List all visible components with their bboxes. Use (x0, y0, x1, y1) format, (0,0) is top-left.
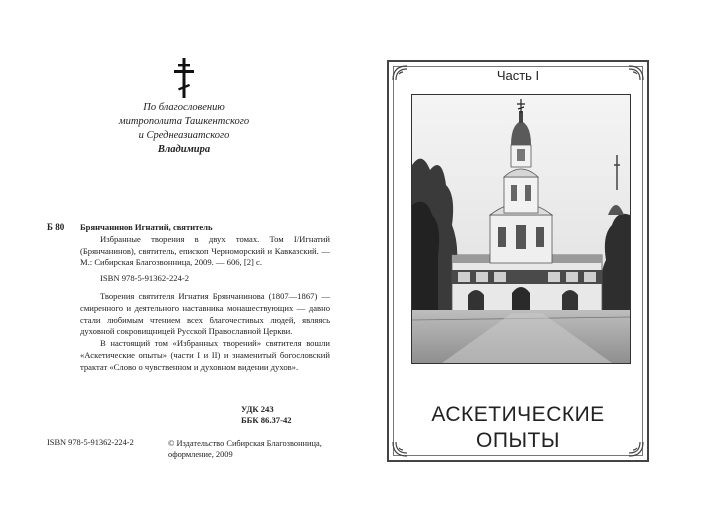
book-title-line-1: АСКЕТИЧЕСКИЕ (431, 403, 605, 426)
bib-isbn: ISBN 978-5-91362-224-2 (100, 273, 190, 284)
bib-description: Избранные творения в двух томах. Том I/Игнатий (Брянчанинов), святитель, епископ Черноморский и Кавказский. — М.: Сибирская Благозвонница, 2009. — 606, [2] с. (80, 233, 330, 268)
part-label: Часть I (496, 68, 540, 83)
isbn-bottom: ISBN 978-5-91362-224-2 (47, 438, 134, 447)
blessing-text (88, 101, 280, 157)
left-page (0, 0, 352, 515)
blessing-line-1: По благословению (143, 102, 225, 113)
blessing-name: Владимира (157, 144, 211, 155)
monastery-photo (411, 94, 631, 364)
right-page (387, 60, 649, 462)
church-illustration (412, 95, 630, 363)
bbk-code: ББК 86.37-42 (241, 415, 292, 425)
bib-author: Брянчанинов Игнатий, святитель (80, 222, 213, 232)
copyright-notice: © Издательство Сибирская Благозвонница, оформление, 2009 (168, 439, 322, 459)
book-title (389, 402, 647, 454)
bib-code: Б 80 (47, 222, 65, 232)
blessing-line-2: митрополита Ташкентского (118, 116, 250, 127)
bibliographic-record (80, 222, 330, 374)
udk-code: УДК 243 (241, 404, 274, 414)
blessing-line-3: и Среднеазиатского (138, 130, 230, 141)
orthodox-cross-icon (172, 58, 196, 98)
annotation-1: Творения святителя Игнатия Брянчанинова (1807—1867) — смиренного и деятельного наставника монашествующих — давно стали любимым чтением всех благочестивых людей, являясь духовной сокровищницей Русской Православной Церкви. (80, 290, 330, 337)
classification-codes (241, 404, 292, 426)
book-title-line-2: ОПЫТЫ (476, 429, 560, 452)
annotation-2: В настоящий том «Избранных творений» святителя вошли «Аскетические опыты» (части I и II) и знаменитый богословский трактат «Слово о чувственном и духовном видении духов». (80, 338, 330, 372)
